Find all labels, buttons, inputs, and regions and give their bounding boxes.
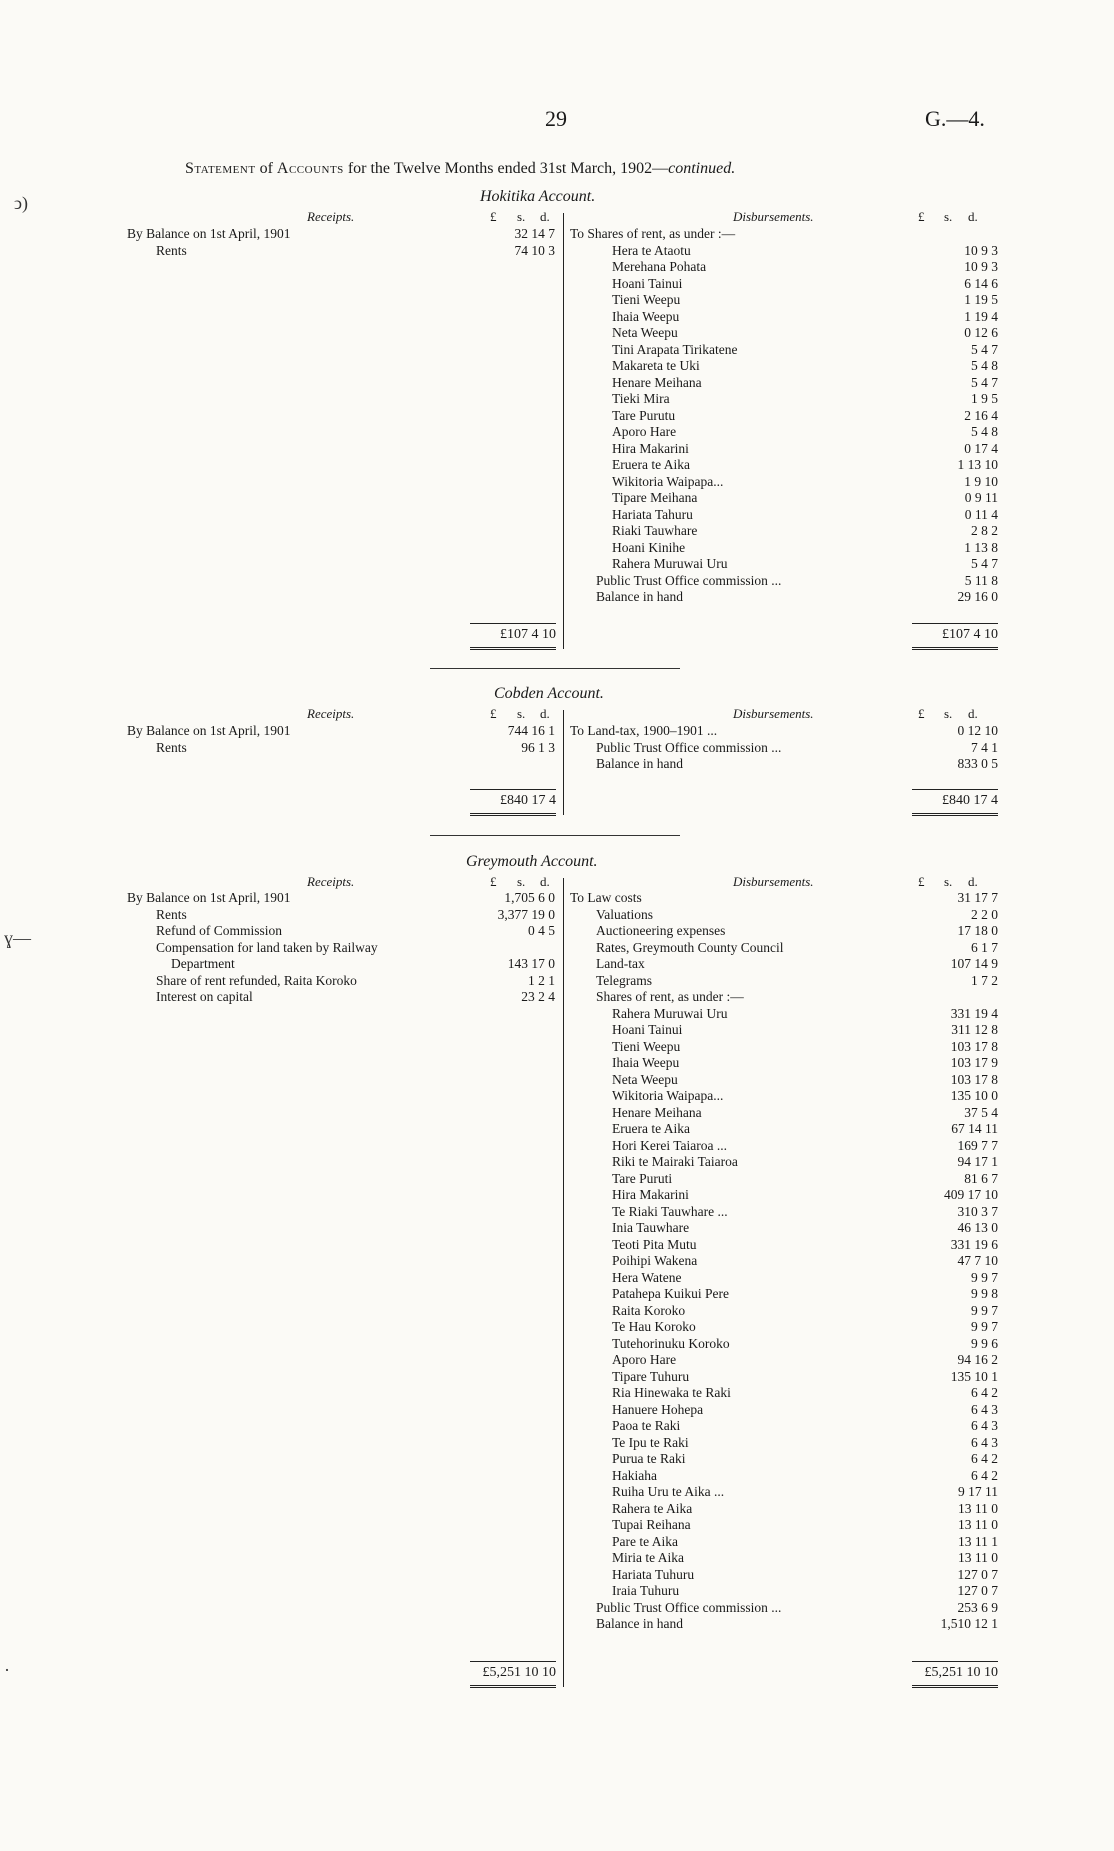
currency-heading: d. xyxy=(968,706,978,721)
sum-rule xyxy=(470,789,556,790)
disbursement-row xyxy=(0,1088,1114,1104)
disbursement-amount: 31 17 7 xyxy=(957,890,998,905)
disbursement-label: Hakiaha xyxy=(612,1467,657,1483)
disbursement-label: Pare te Aika xyxy=(612,1533,678,1549)
disbursement-row xyxy=(0,556,1114,572)
disbursements-heading: Disbursements. xyxy=(733,874,814,889)
receipts-total: £107 4 10 xyxy=(500,627,556,642)
disbursement-label: Rahera Muruwai Uru xyxy=(612,1005,728,1021)
disbursement-row xyxy=(0,507,1114,523)
total-double-rule xyxy=(470,647,556,652)
disbursement-row xyxy=(0,342,1114,358)
currency-heading: s. xyxy=(944,706,953,721)
statement-heading xyxy=(185,160,985,178)
disbursement-label: Ruiha Uru te Aika ... xyxy=(612,1484,725,1499)
disbursement-amount: 1 9 10 xyxy=(964,473,998,489)
disbursement-amount: 310 3 7 xyxy=(957,1203,998,1219)
disbursement-row xyxy=(0,1072,1114,1088)
disbursement-row xyxy=(0,756,1114,772)
disbursement-amount: 0 12 6 xyxy=(964,325,998,340)
disbursement-amount: 103 17 9 xyxy=(950,1055,998,1070)
disbursement-row xyxy=(0,923,1114,939)
disbursement-amount: 127 0 7 xyxy=(957,1583,998,1598)
receipt-label: Department xyxy=(171,956,235,971)
disbursement-amount: 5 4 8 xyxy=(971,424,998,439)
disbursement-label: Iraia Tuhuru xyxy=(612,1583,680,1598)
disbursement-amount: 9 9 7 xyxy=(971,1269,998,1285)
disbursement-row xyxy=(0,1616,1114,1632)
disbursement-row xyxy=(0,1534,1114,1550)
currency-heading: s. xyxy=(944,209,953,224)
disbursement-amount: 9 9 8 xyxy=(971,1286,998,1301)
receipt-amount: 32 14 7 xyxy=(514,226,555,241)
disbursement-row xyxy=(0,1583,1114,1599)
disbursement-row xyxy=(0,226,1114,242)
disbursement-amount: 5 4 7 xyxy=(971,341,998,357)
disbursement-amount: 13 11 0 xyxy=(958,1517,998,1532)
disbursement-label: Eruera te Aika xyxy=(612,457,690,472)
disbursement-amount: 17 18 0 xyxy=(957,923,998,938)
account-title: Hokitika Account. xyxy=(480,188,596,205)
disbursement-row xyxy=(0,573,1114,589)
disbursement-row xyxy=(0,375,1114,391)
disbursement-amount: 37 5 4 xyxy=(964,1104,998,1120)
disbursement-label: Balance in hand xyxy=(596,1616,683,1631)
disbursement-amount: 10 9 3 xyxy=(964,242,998,258)
disbursement-row xyxy=(0,408,1114,424)
disbursement-row xyxy=(0,1336,1114,1352)
total-double-rule xyxy=(912,813,998,818)
disbursement-amount: 94 17 1 xyxy=(957,1154,998,1169)
disbursement-label: Riaki Tauwhare xyxy=(612,523,698,538)
receipt-label: Rents xyxy=(156,242,187,258)
disbursement-amount: 1 13 8 xyxy=(964,539,998,555)
currency-heading: d. xyxy=(540,209,550,224)
disbursement-row xyxy=(0,1055,1114,1071)
statement-accounts: Accounts xyxy=(276,160,344,177)
receipt-label: Rents xyxy=(156,739,187,755)
disbursement-amount: 6 4 2 xyxy=(971,1451,998,1466)
disbursement-row xyxy=(0,1451,1114,1467)
disbursement-row xyxy=(0,325,1114,341)
disbursement-amount: 107 14 9 xyxy=(950,956,998,971)
disbursement-label: Hira Makarini xyxy=(612,1187,689,1202)
margin-mark: ↄ) xyxy=(14,193,28,213)
disbursement-amount: 1,510 12 1 xyxy=(940,1616,998,1631)
disbursement-row xyxy=(0,1237,1114,1253)
disbursement-amount: 29 16 0 xyxy=(957,589,998,604)
disbursement-label: Hera te Ataotu xyxy=(612,242,691,258)
disbursements-total: £5,251 10 10 xyxy=(924,1665,998,1680)
disbursement-row xyxy=(0,973,1114,989)
sum-rule xyxy=(912,623,998,624)
disbursement-amount: 1 19 4 xyxy=(964,308,998,324)
disbursement-amount: 0 11 4 xyxy=(964,506,998,522)
disbursement-row xyxy=(0,1402,1114,1418)
disbursement-row xyxy=(0,1418,1114,1434)
disbursement-row xyxy=(0,1253,1114,1269)
disbursement-label: Valuations xyxy=(596,906,653,922)
disbursement-label: Hera Watene xyxy=(612,1269,682,1285)
disbursement-row xyxy=(0,589,1114,605)
disbursement-amount: 1 7 2 xyxy=(971,972,998,988)
disbursement-label: Riki te Mairaki Taiaroa xyxy=(612,1154,738,1169)
margin-mark: ɣ— xyxy=(4,928,31,948)
disbursement-label: Tipare Tuhuru xyxy=(612,1368,690,1384)
disbursement-amount: 2 8 2 xyxy=(971,523,998,538)
disbursement-label: Hoani Kinihe xyxy=(612,539,686,555)
disbursement-label: Hori Kerei Taiaroa ... xyxy=(612,1137,728,1153)
disbursement-row xyxy=(0,1187,1114,1203)
receipt-amount: 1 2 1 xyxy=(528,972,555,988)
currency-heading: s. xyxy=(517,706,526,721)
disbursement-row xyxy=(0,1600,1114,1616)
receipts-total: £840 17 4 xyxy=(500,793,556,808)
disbursement-label: Hira Makarini xyxy=(612,440,689,456)
page-code: G.—4. xyxy=(925,106,985,131)
disbursement-label: Public Trust Office commission ... xyxy=(596,572,782,588)
receipt-label: Rents xyxy=(156,906,187,922)
disbursement-amount: 5 4 8 xyxy=(971,358,998,373)
disbursement-amount: 409 17 10 xyxy=(944,1187,998,1202)
disbursement-row xyxy=(0,259,1114,275)
sum-rule xyxy=(470,1661,556,1662)
disbursement-row xyxy=(0,1171,1114,1187)
disbursement-amount: 169 7 7 xyxy=(957,1137,998,1153)
disbursement-label: Telegrams xyxy=(596,972,653,988)
disbursement-label: Te Ipu te Raki xyxy=(612,1434,689,1450)
disbursement-label: Aporo Hare xyxy=(612,424,677,439)
disbursement-row xyxy=(0,309,1114,325)
disbursement-label: Patahepa Kuikui Pere xyxy=(612,1286,729,1301)
account-title: Greymouth Account. xyxy=(466,853,598,870)
disbursement-amount: 1 9 5 xyxy=(971,391,998,406)
disbursement-row xyxy=(0,1154,1114,1170)
disbursement-label: Te Hau Koroko xyxy=(612,1319,696,1334)
disbursement-row xyxy=(0,1022,1114,1038)
disbursement-amount: 103 17 8 xyxy=(950,1071,998,1087)
disbursement-row xyxy=(0,243,1114,259)
disbursement-label: Balance in hand xyxy=(596,589,683,604)
disbursement-row xyxy=(0,740,1114,756)
disbursement-amount: 5 11 8 xyxy=(964,572,998,588)
disbursement-row xyxy=(0,474,1114,490)
disbursement-row xyxy=(0,1319,1114,1335)
disbursement-row xyxy=(0,723,1114,739)
disbursement-label: Public Trust Office commission ... xyxy=(596,1599,782,1615)
disbursement-amount: 331 19 4 xyxy=(950,1005,998,1021)
disbursement-amount: 833 0 5 xyxy=(957,756,998,771)
disbursement-label: Tare Puruti xyxy=(612,1170,673,1186)
disbursement-amount: 9 17 11 xyxy=(958,1484,998,1499)
disbursement-amount: 10 9 3 xyxy=(964,259,998,274)
disbursement-label: Poihipi Wakena xyxy=(612,1253,698,1268)
currency-heading: £ xyxy=(490,874,497,889)
disbursement-amount: 6 4 2 xyxy=(971,1467,998,1483)
disbursement-row xyxy=(0,523,1114,539)
disbursement-label: Tieki Mira xyxy=(612,391,670,406)
sum-rule xyxy=(912,789,998,790)
disbursement-row xyxy=(0,1121,1114,1137)
disbursement-amount: 13 11 0 xyxy=(958,1550,998,1565)
disbursements-heading: Disbursements. xyxy=(733,209,814,224)
disbursement-label: Tipare Meihana xyxy=(612,490,698,505)
margin-mark: · xyxy=(4,1660,10,1680)
disbursement-amount: 6 4 2 xyxy=(971,1385,998,1400)
receipt-amount: 1,705 6 0 xyxy=(504,890,555,905)
disbursement-amount: 253 6 9 xyxy=(957,1599,998,1615)
disbursement-label: To Land-tax, 1900–1901 ... xyxy=(570,723,718,738)
receipt-label: Interest on capital xyxy=(156,989,253,1004)
disbursement-row xyxy=(0,1286,1114,1302)
disbursement-row xyxy=(0,1220,1114,1236)
receipt-label: Share of rent refunded, Raita Koroko xyxy=(156,972,357,988)
currency-heading: £ xyxy=(490,209,497,224)
disbursement-row xyxy=(0,457,1114,473)
disbursement-label: Merehana Pohata xyxy=(612,259,707,274)
disbursement-row xyxy=(0,1006,1114,1022)
disbursement-row xyxy=(0,276,1114,292)
disbursement-label: Hanuere Hohepa xyxy=(612,1401,704,1417)
disbursement-label: Hariata Tuhuru xyxy=(612,1566,695,1582)
disbursement-row xyxy=(0,1204,1114,1220)
disbursement-row xyxy=(0,540,1114,556)
disbursement-amount: 9 9 7 xyxy=(971,1319,998,1334)
disbursement-amount: 311 12 8 xyxy=(951,1022,998,1037)
disbursement-label: Rahera te Aika xyxy=(612,1500,693,1516)
disbursement-row xyxy=(0,391,1114,407)
disbursement-label: Tini Arapata Tirikatene xyxy=(612,341,738,357)
disbursement-label: Tutehorinuku Koroko xyxy=(612,1335,730,1351)
disbursement-label: Wikitoria Waipapa... xyxy=(612,1088,724,1103)
receipt-label: Compensation for land taken by Railway xyxy=(156,939,378,955)
disbursement-amount: 0 12 10 xyxy=(957,723,998,738)
disbursement-row xyxy=(0,490,1114,506)
disbursement-row xyxy=(0,1550,1114,1566)
disbursement-row xyxy=(0,890,1114,906)
disbursement-label: Aporo Hare xyxy=(612,1352,677,1367)
disbursement-amount: 6 4 3 xyxy=(971,1434,998,1450)
disbursement-row xyxy=(0,907,1114,923)
statement-rest: for the Twelve Months ended 31st March, 1902— xyxy=(347,160,669,177)
receipt-label: By Balance on 1st April, 1901 xyxy=(127,723,291,738)
disbursement-label: Neta Weepu xyxy=(612,325,678,340)
receipt-label: By Balance on 1st April, 1901 xyxy=(127,226,291,241)
total-double-rule xyxy=(470,1685,556,1690)
receipt-amount: 143 17 0 xyxy=(507,956,555,971)
disbursement-label: Henare Meihana xyxy=(612,1104,702,1120)
disbursement-amount: 46 13 0 xyxy=(957,1220,998,1235)
disbursement-label: Auctioneering expenses xyxy=(596,923,726,938)
statement-word: Statement xyxy=(185,160,256,177)
receipt-amount: 96 1 3 xyxy=(521,739,555,755)
disbursement-label: Tieni Weepu xyxy=(612,1038,681,1054)
disbursement-amount: 9 9 6 xyxy=(971,1335,998,1351)
disbursement-amount: 135 10 0 xyxy=(950,1088,998,1103)
disbursement-row xyxy=(0,1303,1114,1319)
receipt-label: Refund of Commission xyxy=(156,923,283,938)
disbursement-label: Ria Hinewaka te Raki xyxy=(612,1385,731,1400)
disbursement-amount: 9 9 7 xyxy=(971,1302,998,1318)
disbursement-label: Neta Weepu xyxy=(612,1071,678,1087)
disbursement-label: Land-tax xyxy=(596,956,645,971)
disbursement-row xyxy=(0,358,1114,374)
disbursement-row xyxy=(0,1105,1114,1121)
receipts-total: £5,251 10 10 xyxy=(482,1665,556,1680)
disbursement-row xyxy=(0,956,1114,972)
disbursement-label: Raita Koroko xyxy=(612,1302,686,1318)
disbursement-amount: 13 11 0 xyxy=(958,1500,998,1516)
disbursement-amount: 5 4 7 xyxy=(971,374,998,390)
receipt-amount: 74 10 3 xyxy=(514,242,555,258)
receipt-amount: 744 16 1 xyxy=(507,723,555,738)
disbursement-label: Tieni Weepu xyxy=(612,292,681,307)
disbursement-label: Makareta te Uki xyxy=(612,358,700,373)
currency-heading: £ xyxy=(918,209,925,224)
sum-rule xyxy=(912,1661,998,1662)
disbursement-amount: 81 6 7 xyxy=(964,1170,998,1186)
disbursement-row xyxy=(0,1501,1114,1517)
disbursement-row xyxy=(0,940,1114,956)
disbursement-row xyxy=(0,1484,1114,1500)
receipt-label: By Balance on 1st April, 1901 xyxy=(127,890,291,905)
disbursements-heading: Disbursements. xyxy=(733,706,814,721)
currency-heading: £ xyxy=(918,706,925,721)
disbursement-label: Hariata Tahuru xyxy=(612,506,693,522)
disbursement-label: Rahera Muruwai Uru xyxy=(612,556,728,571)
total-double-rule xyxy=(470,813,556,818)
currency-heading: d. xyxy=(540,706,550,721)
receipt-amount: 0 4 5 xyxy=(528,923,555,938)
disbursement-label: Paoa te Raki xyxy=(612,1418,681,1433)
currency-heading: d. xyxy=(540,874,550,889)
disbursement-label: Miria te Aika xyxy=(612,1550,684,1565)
disbursement-row xyxy=(0,1468,1114,1484)
disbursement-amount: 331 19 6 xyxy=(950,1236,998,1252)
page-number: 29 xyxy=(545,106,567,131)
disbursements-total: £840 17 4 xyxy=(942,793,998,808)
currency-heading: d. xyxy=(968,874,978,889)
disbursement-row xyxy=(0,424,1114,440)
disbursement-amount: 1 19 5 xyxy=(964,292,998,307)
section-separator xyxy=(430,835,680,836)
disbursement-amount: 5 4 7 xyxy=(971,556,998,571)
disbursement-row xyxy=(0,292,1114,308)
disbursement-amount: 6 14 6 xyxy=(964,275,998,291)
disbursement-row xyxy=(0,1435,1114,1451)
disbursement-label: Purua te Raki xyxy=(612,1451,686,1466)
receipt-amount: 23 2 4 xyxy=(521,989,555,1004)
statement-of: of xyxy=(259,160,273,177)
disbursement-label: Eruera te Aika xyxy=(612,1121,690,1136)
receipts-heading: Receipts. xyxy=(307,706,355,721)
disbursement-label: Public Trust Office commission ... xyxy=(596,739,782,755)
disbursement-label: Te Riaki Tauwhare ... xyxy=(612,1203,728,1219)
disbursement-amount: 6 4 3 xyxy=(971,1418,998,1433)
disbursement-label: Ihaia Weepu xyxy=(612,1055,680,1070)
currency-heading: s. xyxy=(517,874,526,889)
disbursement-label: Shares of rent, as under :— xyxy=(596,989,744,1004)
total-double-rule xyxy=(912,1685,998,1690)
disbursement-row xyxy=(0,1138,1114,1154)
currency-heading: s. xyxy=(517,209,526,224)
disbursement-amount: 2 16 4 xyxy=(964,407,998,423)
currency-heading: £ xyxy=(490,706,497,721)
account-title: Cobden Account. xyxy=(494,685,604,702)
disbursement-row xyxy=(0,1369,1114,1385)
disbursement-label: Hoani Tainui xyxy=(612,275,683,291)
disbursement-row xyxy=(0,1517,1114,1533)
disbursement-amount: 0 9 11 xyxy=(964,490,998,505)
disbursement-label: Wikitoria Waipapa... xyxy=(612,473,724,489)
sum-rule xyxy=(470,623,556,624)
disbursement-row xyxy=(0,441,1114,457)
receipts-heading: Receipts. xyxy=(307,209,355,224)
disbursement-label: Ihaia Weepu xyxy=(612,308,680,324)
disbursement-label: Hoani Tainui xyxy=(612,1022,683,1037)
receipt-amount: 3,377 19 0 xyxy=(497,906,555,922)
disbursement-label: Balance in hand xyxy=(596,756,683,771)
currency-heading: d. xyxy=(968,209,978,224)
disbursement-label: Tupai Reihana xyxy=(612,1517,691,1532)
disbursement-row xyxy=(0,989,1114,1005)
section-separator xyxy=(430,668,680,669)
receipts-heading: Receipts. xyxy=(307,874,355,889)
disbursement-label: Henare Meihana xyxy=(612,374,702,390)
disbursement-amount: 6 4 3 xyxy=(971,1401,998,1417)
disbursement-row xyxy=(0,1385,1114,1401)
disbursement-label: Tare Purutu xyxy=(612,407,676,423)
disbursement-label: Inia Tauwhare xyxy=(612,1220,690,1235)
disbursement-amount: 127 0 7 xyxy=(957,1566,998,1582)
disbursement-label: Rates, Greymouth County Council xyxy=(596,939,784,955)
disbursement-row xyxy=(0,1567,1114,1583)
disbursement-amount: 67 14 11 xyxy=(951,1121,998,1136)
disbursement-amount: 6 1 7 xyxy=(971,939,998,955)
total-double-rule xyxy=(912,647,998,652)
currency-heading: s. xyxy=(944,874,953,889)
disbursement-label: Teoti Pita Mutu xyxy=(612,1236,697,1252)
disbursement-amount: 47 7 10 xyxy=(957,1253,998,1268)
disbursement-row xyxy=(0,1352,1114,1368)
disbursement-amount: 135 10 1 xyxy=(950,1368,998,1384)
disbursement-amount: 2 2 0 xyxy=(971,906,998,922)
currency-heading: £ xyxy=(918,874,925,889)
disbursement-amount: 94 16 2 xyxy=(957,1352,998,1367)
disbursement-amount: 1 13 10 xyxy=(957,457,998,472)
disbursement-amount: 13 11 1 xyxy=(958,1533,998,1549)
statement-continued: continued. xyxy=(668,160,736,177)
disbursements-total: £107 4 10 xyxy=(942,627,998,642)
disbursement-amount: 0 17 4 xyxy=(964,440,998,456)
disbursement-row xyxy=(0,1270,1114,1286)
disbursement-label: To Law costs xyxy=(570,890,642,905)
disbursement-row xyxy=(0,1039,1114,1055)
disbursement-amount: 103 17 8 xyxy=(950,1038,998,1054)
disbursement-label: To Shares of rent, as under :— xyxy=(570,226,736,241)
disbursement-amount: 7 4 1 xyxy=(971,739,998,755)
